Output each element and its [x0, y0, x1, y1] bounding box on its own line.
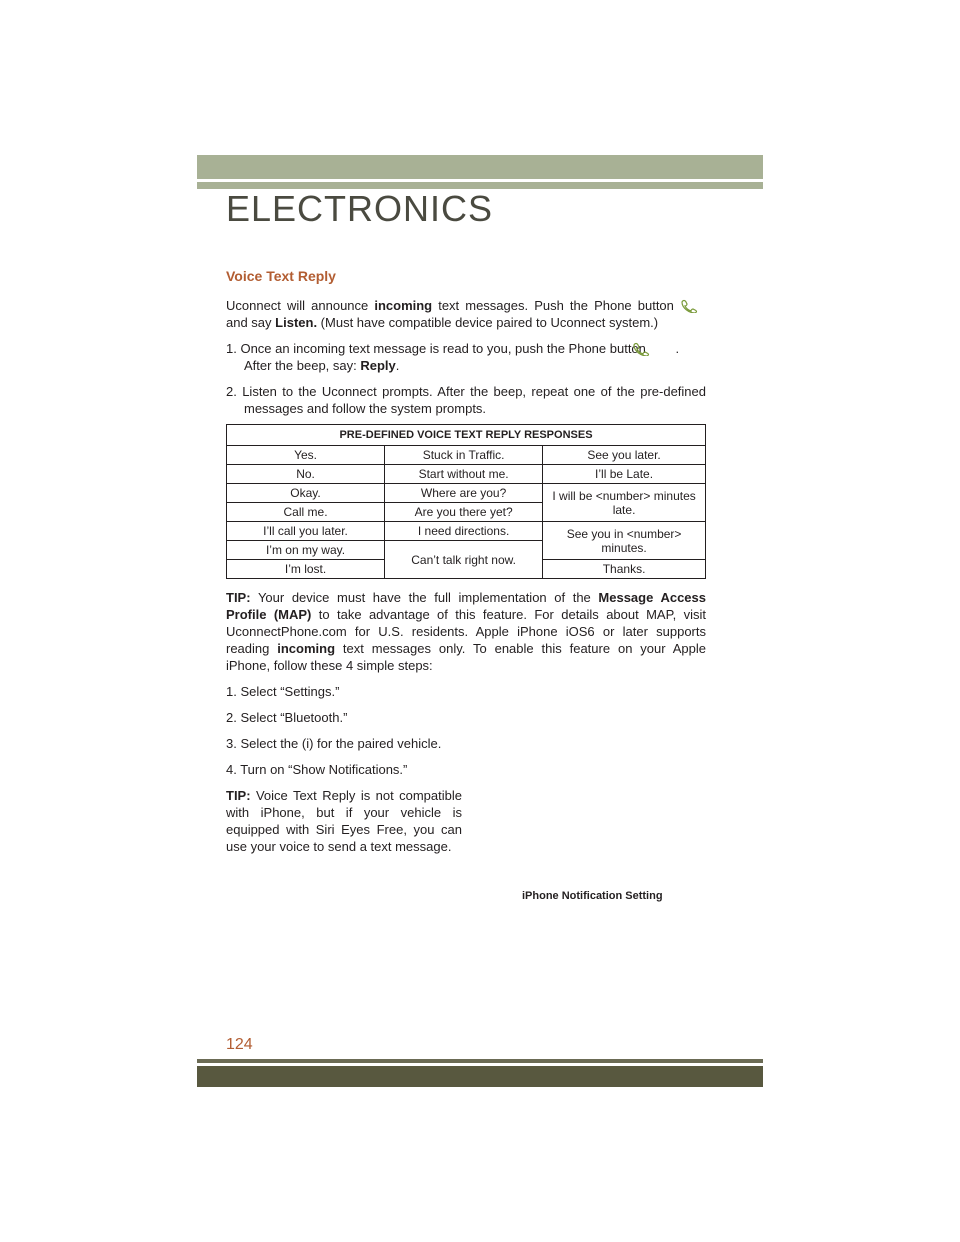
- phone-icon: [680, 299, 706, 313]
- figure-caption: iPhone Notification Setting: [522, 890, 663, 902]
- step-1-text-1: Once an incoming text message is read to you, push the Phone button: [240, 341, 650, 356]
- table-cell: Stuck in Traffic.: [385, 446, 543, 465]
- step-2-number: 2.: [226, 384, 237, 399]
- table-cell: Where are you?: [385, 484, 543, 503]
- tip-text-3: text messages only. To enable this feature on your Apple iPhone, follow these 4 simple steps:: [226, 641, 706, 673]
- intro-text-3: and say: [226, 315, 276, 330]
- footer-band: [197, 1066, 763, 1087]
- table-cell: I need directions.: [385, 522, 543, 541]
- tip-text-2: to take advantage of this feature. For details about MAP, visit UconnectPhone.com for U.S. residents. Apple iPhone iOS6 or later supports reading: [226, 607, 706, 656]
- intro-text-4: (Must have compatible device paired to Uconnect system.): [317, 315, 659, 330]
- intro-text-2: text messages. Push the Phone button: [432, 298, 680, 313]
- table-cell: Thanks.: [543, 560, 706, 579]
- tip-label: TIP:: [226, 590, 251, 605]
- table-cell: I will be <number> minutes late.: [543, 484, 706, 522]
- footer-divider: [197, 1059, 763, 1063]
- table-cell: See you later.: [543, 446, 706, 465]
- intro-bold-listen: Listen.: [275, 315, 318, 330]
- header-band: [197, 155, 763, 179]
- list-item: 3. Select the (i) for the paired vehicle.: [226, 736, 442, 751]
- intro-paragraph: [226, 297, 706, 331]
- step-1-text-3: .: [395, 358, 400, 373]
- step-1-text-2: . After the beep, say:: [244, 341, 680, 373]
- section-title: ELECTRONICS: [226, 188, 494, 229]
- table-cell: I’ll call you later.: [227, 522, 385, 541]
- table-cell: Start without me.: [385, 465, 543, 484]
- list-item: 4. Turn on “Show Notifications.”: [226, 762, 408, 777]
- step-1-number: 1.: [226, 341, 237, 356]
- table-row: [227, 465, 706, 484]
- tip-paragraph: [226, 589, 706, 674]
- table-cell: See you in <number> minutes.: [543, 522, 706, 560]
- table-title: PRE-DEFINED VOICE TEXT REPLY RESPONSES: [227, 425, 706, 446]
- tip-text-1: Your device must have the full implementation of the: [250, 590, 599, 605]
- table-row: [227, 446, 706, 465]
- step-1: [226, 340, 706, 374]
- table-cell: Yes.: [227, 446, 385, 465]
- tip-bold-incoming: incoming: [277, 641, 336, 656]
- table-cell: Call me.: [227, 503, 385, 522]
- page-content: [226, 268, 706, 864]
- intro-bold-incoming: incoming: [374, 298, 433, 313]
- table-cell: I’ll be Late.: [543, 465, 706, 484]
- intro-text-1: Uconnect will announce: [226, 298, 375, 313]
- list-item: 1. Select “Settings.”: [226, 684, 340, 699]
- table-cell: Can’t talk right now.: [385, 541, 543, 579]
- list-item: 2. Select “Bluetooth.”: [226, 710, 348, 725]
- tip-bold-map: Message Access Profile (MAP): [226, 590, 706, 622]
- responses-table: [226, 424, 706, 579]
- tip-2-paragraph: [226, 787, 462, 855]
- table-cell: Okay.: [227, 484, 385, 503]
- table-cell: Are you there yet?: [385, 503, 543, 522]
- table-cell: I’m lost.: [227, 560, 385, 579]
- step-2-text: Listen to the Uconnect prompts. After the beep, repeat one of the pre-defined messages and follow the system prompts.: [242, 384, 706, 416]
- table-row: [227, 484, 706, 503]
- table-cell: I’m on my way.: [227, 541, 385, 560]
- tip-2-text: Voice Text Reply is not compatible with iPhone, but if your vehicle is equipped with Siri Eyes Free, you can use your voice to send a text message.: [226, 788, 462, 854]
- table-cell: No.: [227, 465, 385, 484]
- subheading: Voice Text Reply: [226, 268, 336, 284]
- page-number: 124: [226, 1036, 253, 1053]
- tip-2-label: TIP:: [226, 788, 251, 803]
- step-1-bold-reply: Reply: [360, 358, 396, 373]
- step-2: [226, 383, 706, 417]
- table-row: [227, 522, 706, 541]
- phone-icon: [650, 342, 676, 356]
